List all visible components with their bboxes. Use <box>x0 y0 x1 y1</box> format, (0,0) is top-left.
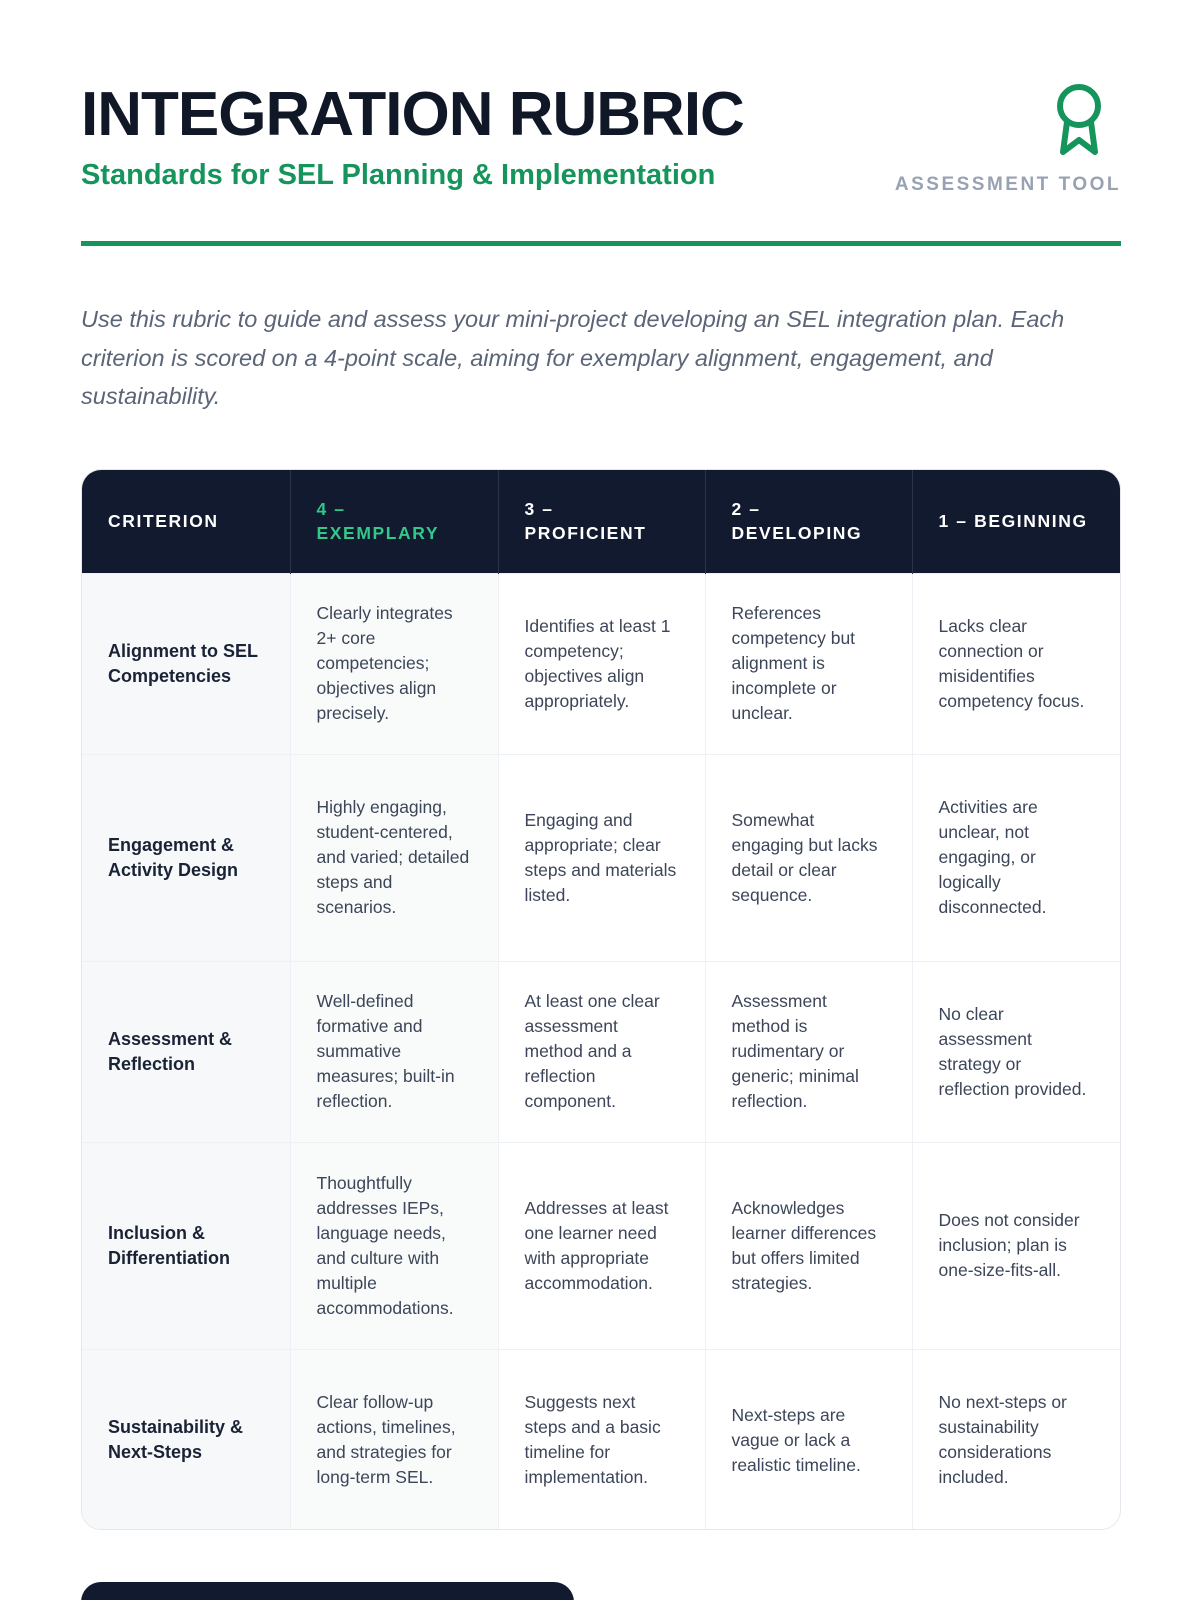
page-subtitle: Standards for SEL Planning & Implementation <box>81 159 716 191</box>
beginning-cell: No clear assessment strategy or reflection provided. <box>938 1003 1087 1099</box>
proficient-cell: Suggests next steps and a basic timeline for implementation. <box>498 1349 705 1530</box>
header-divider <box>81 241 1121 246</box>
intro-text: Use this rubric to guide and assess your mini-project developing an SEL integration plan. Each criterion is scored on a 4-point scale, aiming for exemplary alignment, engagement, and sustainability. <box>81 306 1065 409</box>
proficient-cell: At least one clear assessment method and a reflection component. <box>498 961 705 1142</box>
exemplary-cell: Clear follow-up actions, timelines, and strategies for long-term SEL. <box>290 1349 498 1530</box>
criterion-cell: Alignment to SEL Competencies <box>82 573 290 754</box>
table-row <box>82 1142 1121 1349</box>
badge-label: ASSESSMENT TOOL <box>894 174 1121 195</box>
rubric-table <box>81 469 1121 1530</box>
table-header-row <box>82 470 1121 573</box>
criterion-cell: Assessment & Reflection <box>82 961 290 1142</box>
next-section-banner <box>81 1582 574 1600</box>
exemplary-cell: Clearly integrates 2+ core competencies; objectives align precisely. <box>290 573 498 754</box>
header-exemplary: 4 – EXEMPLARY <box>290 470 498 573</box>
exemplary-cell: Well-defined formative and summative measures; built-in reflection. <box>290 961 498 1142</box>
table-row <box>82 961 1121 1142</box>
page-header <box>81 80 1121 250</box>
developing-cell: Assessment method is rudimentary or generic; minimal reflection. <box>705 961 912 1142</box>
header-beginning: 1 – BEGINNING <box>938 511 1088 532</box>
award-ribbon-icon <box>1053 82 1105 158</box>
proficient-cell: Addresses at least one learner need with appropriate accommodation. <box>498 1142 705 1349</box>
developing-cell: Acknowledges learner differences but offers limited strategies. <box>705 1142 912 1349</box>
table-row <box>82 1349 1121 1530</box>
developing-cell: Next-steps are vague or lack a realistic timeline. <box>705 1349 912 1530</box>
beginning-cell: Activities are unclear, not engaging, or logically disconnected. <box>938 797 1047 917</box>
page-title: INTEGRATION RUBRIC <box>81 80 744 149</box>
developing-cell: References competency but alignment is incomplete or unclear. <box>705 573 912 754</box>
header-developing: 2 – DEVELOPING <box>705 470 912 573</box>
header-criterion: CRITERION <box>82 470 290 573</box>
table-row <box>82 754 1121 961</box>
beginning-cell: Lacks clear connection or misidentifies competency focus. <box>938 615 1085 711</box>
criterion-cell: Inclusion & Differentiation <box>82 1142 290 1349</box>
table-row <box>82 573 1121 754</box>
proficient-cell: Identifies at least 1 competency; objectives align appropriately. <box>498 573 705 754</box>
criterion-cell: Engagement & Activity Design <box>82 754 290 961</box>
proficient-cell: Engaging and appropriate; clear steps and materials listed. <box>498 754 705 961</box>
beginning-cell: No next-steps or sustainability considerations included. <box>938 1392 1067 1488</box>
exemplary-cell: Highly engaging, student-centered, and varied; detailed steps and scenarios. <box>290 754 498 961</box>
beginning-cell: Does not consider inclusion; plan is one-size-fits-all. <box>938 1210 1080 1280</box>
developing-cell: Somewhat engaging but lacks detail or clear sequence. <box>705 754 912 961</box>
criterion-cell: Sustainability & Next-Steps <box>82 1349 290 1530</box>
exemplary-cell: Thoughtfully addresses IEPs, language needs, and culture with multiple accommodations. <box>290 1142 498 1349</box>
header-proficient: 3 – PROFICIENT <box>498 470 705 573</box>
